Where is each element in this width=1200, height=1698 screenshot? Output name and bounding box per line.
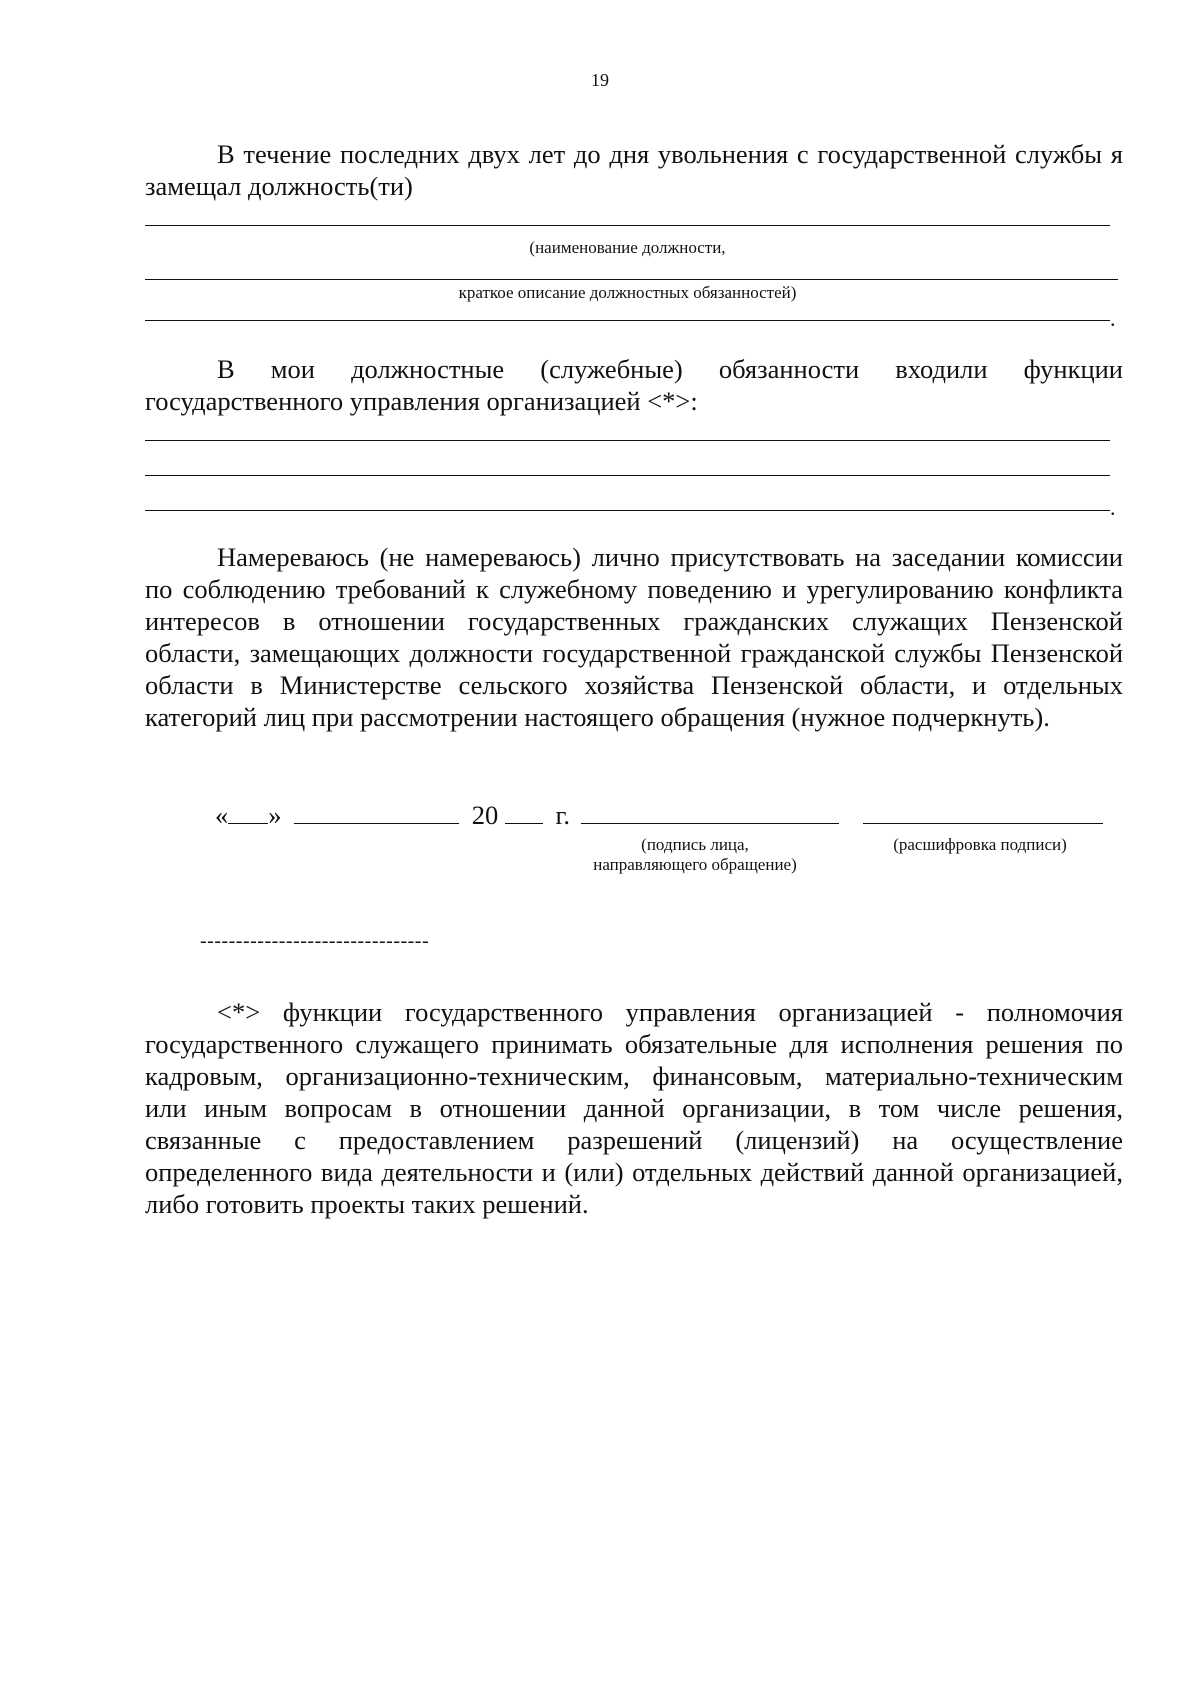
paragraph-former-position — [145, 138, 1123, 202]
functions-input-line-2[interactable] — [145, 475, 1110, 476]
paragraph-duties — [145, 353, 1123, 417]
close-quote: » — [268, 800, 282, 830]
position-input-line-2[interactable] — [145, 279, 1118, 280]
position-input-line-1[interactable] — [145, 225, 1110, 226]
caption-signature — [555, 835, 835, 875]
caption-duties: краткое описание должностных обязанностей) — [458, 283, 797, 302]
paragraph-former-position-text: В течение последних двух лет до дня увольнения с государственной службы я замещал должность(ти) — [145, 139, 1123, 201]
footnote — [145, 996, 1123, 1220]
caption-signature-line-2: направляющего обращение) — [593, 855, 797, 874]
functions-end-period: . — [1110, 495, 1116, 520]
year-suffix: г. — [555, 800, 571, 830]
position-input-line-3[interactable] — [145, 320, 1110, 321]
open-quote: « — [215, 800, 229, 830]
paragraph-duties-text: В мои должностные (служебные) обязанности входили функции государственного управления организацией <*>: — [145, 354, 1123, 416]
line-end-period: . — [1110, 306, 1116, 331]
signature-decoding-input[interactable] — [863, 799, 1103, 824]
footnote-text: <*> функции государственного управления организацией - полномочия государственного служащего принимать обязательные для исполнения решения по кадровым, организационно-техническим, финансовым, материально-техническим или иным вопросам в отношении данной организации, в том числе решения, связанные с предоставлением разрешений (лицензий) на осуществление определенного вида деятельности и (или) отдельных действий данной организацией, либо готовить проекты таких решений. — [145, 997, 1123, 1219]
caption-signature-decoding: (расшифровка подписи) — [893, 835, 1067, 854]
page-number: 19 — [591, 70, 609, 90]
year-input[interactable] — [505, 799, 543, 824]
footnote-separator: -------------------------------- — [200, 930, 430, 952]
month-input[interactable] — [294, 799, 459, 824]
functions-input-line-3[interactable] — [145, 510, 1110, 511]
signature-line — [215, 799, 1103, 831]
day-input[interactable] — [228, 799, 268, 824]
paragraph-intention-text: Намереваюсь (не намереваюсь) лично присутствовать на заседании комиссии по соблюдению требований к служебному поведению и урегулированию конфликта интересов в отношении государственных гражданских служащих Пензенской области, замещающих должности государственной гражданской службы Пензенской области в Министерстве сельского хозяйства Пензенской области, и отдельных категорий лиц при рассмотрении настоящего обращения (нужное подчеркнуть). — [145, 542, 1123, 732]
signature-input[interactable] — [581, 799, 839, 824]
caption-signature-line-1: (подпись лица, — [641, 835, 749, 854]
functions-input-line-1[interactable] — [145, 440, 1110, 441]
caption-position-name: (наименование должности, — [529, 238, 726, 257]
year-prefix: 20 — [471, 800, 499, 830]
paragraph-intention — [145, 541, 1123, 733]
